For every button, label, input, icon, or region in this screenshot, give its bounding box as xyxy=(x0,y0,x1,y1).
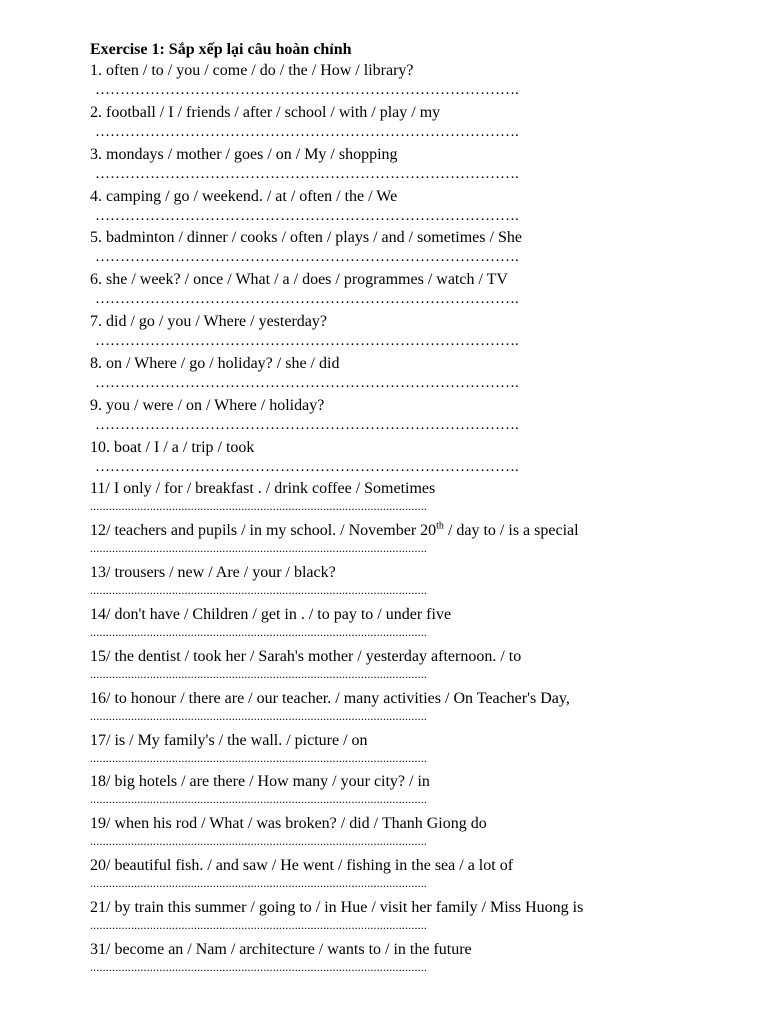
answer-line: ........................................................................................................... xyxy=(90,666,428,681)
scrambled-sentence: 3. mondays / mother / goes / on / My / shopping xyxy=(90,145,398,163)
exercise-item xyxy=(90,647,750,689)
sentence-text: / day to / is a special xyxy=(443,522,579,540)
exercise-item xyxy=(90,479,750,521)
exercise-item xyxy=(90,354,750,396)
exercise-item xyxy=(90,772,750,814)
exercise-item xyxy=(90,396,750,438)
exercise-item xyxy=(90,940,750,982)
scrambled-sentence: 2. football / I / friends / after / school / with / play / my xyxy=(90,103,441,121)
scrambled-sentence: 21/ by train this summer / going to / in Hue / visit her family / Miss Huong is xyxy=(90,898,584,916)
answer-line: ........................................................................................................... xyxy=(90,750,428,765)
answer-line: ........................................................................................................... xyxy=(90,917,428,932)
answer-line: …………………………………………………………………………. xyxy=(95,291,519,308)
exercise-item xyxy=(90,438,750,480)
scrambled-sentence: 16/ to honour / there are / our teacher. / many activities / On Teacher's Day, xyxy=(90,689,570,707)
scrambled-sentence: 7. did / go / you / Where / yesterday? xyxy=(90,313,327,331)
exercise-item xyxy=(90,605,750,647)
answer-line: …………………………………………………………………………. xyxy=(95,333,519,350)
answer-line: …………………………………………………………………………. xyxy=(95,458,519,475)
exercise-item xyxy=(90,312,750,354)
scrambled-sentence: 11/ I only / for / breakfast . / drink coffee / Sometimes xyxy=(90,480,436,498)
scrambled-sentence: 20/ beautiful fish. / and saw / He went / fishing in the sea / a lot of xyxy=(90,857,514,875)
exercise-item xyxy=(90,228,750,270)
answer-line: ........................................................................................................... xyxy=(90,624,428,639)
exercise-item xyxy=(90,856,750,898)
scrambled-sentence: 31/ become an / Nam / architecture / wants to / in the future xyxy=(90,940,472,958)
exercise-content xyxy=(90,40,750,982)
exercise-item xyxy=(90,731,750,773)
exercise-item xyxy=(90,689,750,731)
exercise-item xyxy=(90,61,750,103)
answer-line: ........................................................................................................... xyxy=(90,541,428,556)
exercise-item xyxy=(90,145,750,187)
answer-line: ........................................................................................................... xyxy=(90,876,428,891)
answer-line: ........................................................................................................... xyxy=(90,834,428,849)
exercise-item xyxy=(90,187,750,229)
answer-line: …………………………………………………………………………. xyxy=(95,416,519,433)
scrambled-sentence: 13/ trousers / new / Are / your / black? xyxy=(90,564,336,582)
exercise-item xyxy=(90,521,750,563)
ordinal-suffix: th xyxy=(436,521,444,532)
scrambled-sentence: 14/ don't have / Children / get in . / to pay to / under five xyxy=(90,605,452,623)
exercise-item xyxy=(90,103,750,145)
answer-line: …………………………………………………………………………. xyxy=(95,207,519,224)
exercise-item xyxy=(90,814,750,856)
scrambled-sentence: 15/ the dentist / took her / Sarah's mother / yesterday afternoon. / to xyxy=(90,647,522,665)
scrambled-sentence: 18/ big hotels / are there / How many / your city? / in xyxy=(90,773,430,791)
scrambled-sentence: 19/ when his rod / What / was broken? / did / Thanh Giong do xyxy=(90,815,487,833)
answer-line: ........................................................................................................... xyxy=(90,792,428,807)
answer-line: …………………………………………………………………………. xyxy=(95,374,519,391)
answer-line: …………………………………………………………………………. xyxy=(95,165,519,182)
answer-line: ........................................................................................................... xyxy=(90,959,428,974)
answer-line: ........................................................................................................... xyxy=(90,583,428,598)
scrambled-sentence xyxy=(90,521,750,541)
scrambled-sentence: 17/ is / My family's / the wall. / picture / on xyxy=(90,731,368,749)
scrambled-sentence: 9. you / were / on / Where / holiday? xyxy=(90,396,325,414)
scrambled-sentence: 5. badminton / dinner / cooks / often / plays / and / sometimes / She xyxy=(90,229,522,247)
answer-line: ........................................................................................................... xyxy=(90,708,428,723)
exercise-item xyxy=(90,563,750,605)
scrambled-sentence: 8. on / Where / go / holiday? / she / did xyxy=(90,354,340,372)
answer-line: …………………………………………………………………………. xyxy=(95,123,519,140)
exercise-item xyxy=(90,898,750,940)
exercise-item xyxy=(90,270,750,312)
exercise-title: Exercise 1: Sắp xếp lại câu hoàn chỉnh xyxy=(90,41,352,58)
scrambled-sentence: 4. camping / go / weekend. / at / often / the / We xyxy=(90,187,398,205)
scrambled-sentence: 10. boat / I / a / trip / took xyxy=(90,438,255,456)
answer-line: ........................................................................................................... xyxy=(90,499,428,514)
sentence-text: 12/ teachers and pupils / in my school. / November 20 xyxy=(90,522,437,540)
scrambled-sentence: 6. she / week? / once / What / a / does / programmes / watch / TV xyxy=(90,271,508,289)
answer-line: …………………………………………………………………………. xyxy=(95,249,519,266)
scrambled-sentence: 1. often / to / you / come / do / the / How / library? xyxy=(90,62,414,79)
answer-line: …………………………………………………………………………. xyxy=(95,82,519,98)
